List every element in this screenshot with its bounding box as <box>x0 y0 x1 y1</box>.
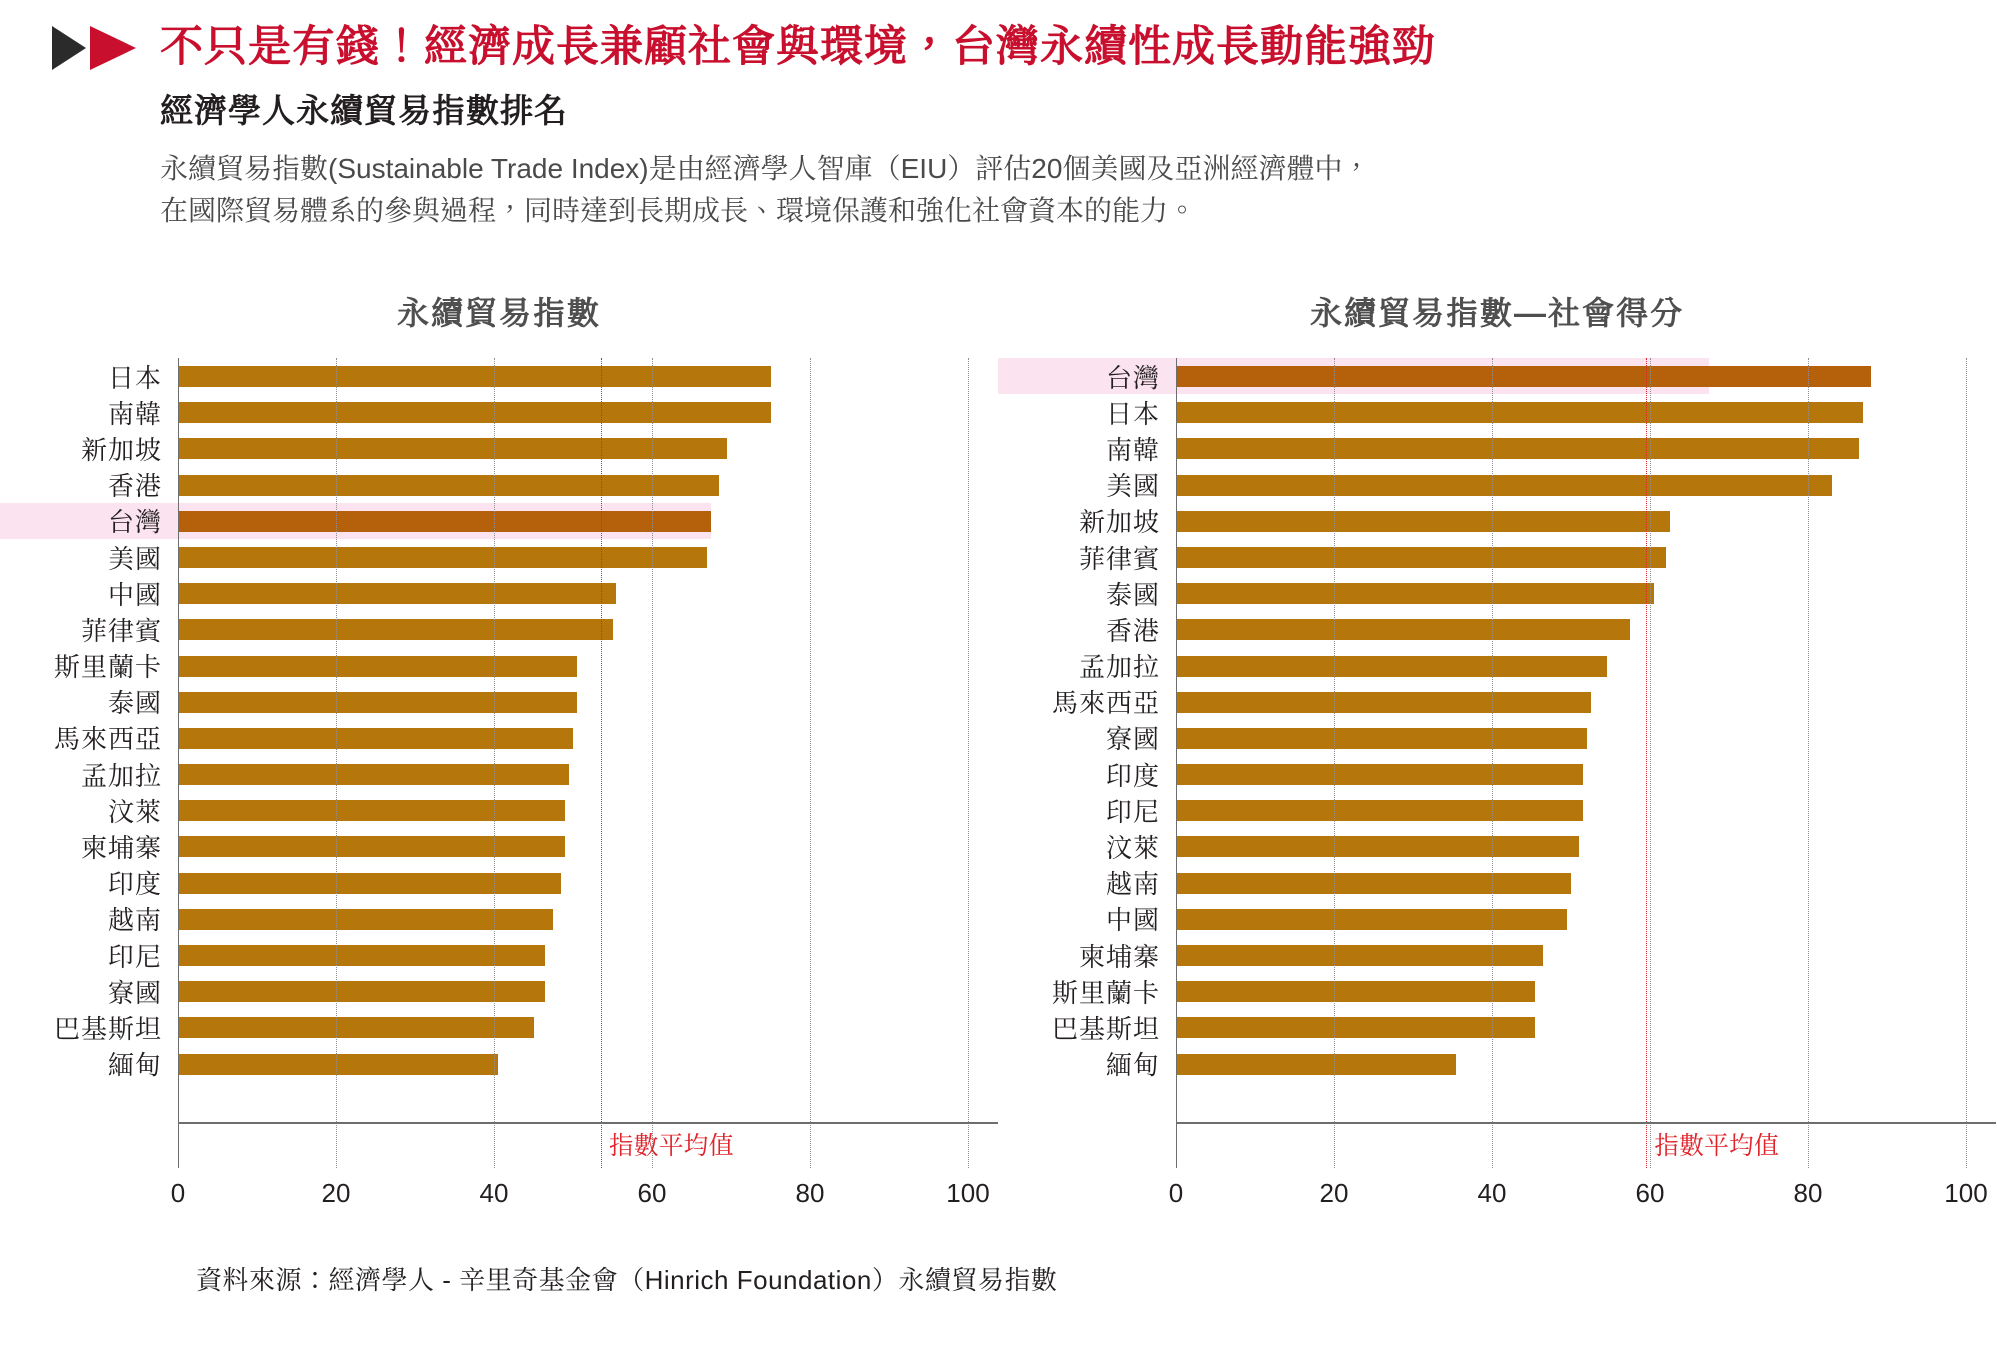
page-headline: 不只是有錢！經濟成長兼顧社會與環境，台灣永續性成長動能強勁 <box>160 23 1436 71</box>
bar-track <box>178 503 711 539</box>
bar-label: 美國 <box>107 543 162 574</box>
bar-label: 菲律賓 <box>80 615 162 646</box>
x-axis <box>1168 1168 1996 1218</box>
bar-track <box>1176 611 1996 647</box>
bar <box>1176 511 1670 532</box>
bar-label: 印度 <box>107 869 162 900</box>
bar <box>178 1054 498 1075</box>
x-axis-line <box>1176 1122 1996 1124</box>
bar-label: 日本 <box>1105 398 1160 429</box>
average-line-label: 指數平均值 <box>1654 1132 1780 1160</box>
bar-track <box>178 575 998 611</box>
charts-container <box>0 288 1997 1218</box>
bar-track <box>1176 828 1996 864</box>
bar-row <box>0 720 998 756</box>
bar-row <box>998 430 1996 466</box>
bar-row <box>998 503 1996 539</box>
bar-row <box>0 430 998 466</box>
bar <box>178 800 565 821</box>
bar-track <box>178 1046 998 1082</box>
bar-label: 泰國 <box>1105 579 1160 610</box>
bar <box>178 511 711 532</box>
bar-track <box>1176 575 1996 611</box>
bar-row <box>998 539 1996 575</box>
bar <box>1176 438 1859 459</box>
bar <box>178 728 573 749</box>
bar-row <box>998 792 1996 828</box>
bar-label: 香港 <box>107 471 162 502</box>
bar-track <box>1176 756 1996 792</box>
bar-track <box>1176 430 1996 466</box>
bar <box>1176 800 1583 821</box>
bar-label: 日本 <box>107 362 162 393</box>
bar-label: 汶萊 <box>1105 833 1160 864</box>
x-tick-label: 80 <box>795 1178 825 1208</box>
bar <box>178 475 719 496</box>
bar <box>1176 764 1583 785</box>
bar-row <box>998 937 1996 973</box>
page-lede <box>160 148 1720 232</box>
bar-row <box>0 503 711 539</box>
bar <box>178 1017 534 1038</box>
bar-label: 緬甸 <box>1105 1050 1160 1081</box>
bar-label: 南韓 <box>1105 434 1160 465</box>
bar <box>1176 873 1571 894</box>
bar-track <box>1176 394 1996 430</box>
plot-area <box>998 358 1996 1168</box>
bar-track <box>178 1009 998 1045</box>
bar-track <box>1176 937 1996 973</box>
x-tick-label: 20 <box>321 1178 351 1208</box>
bar <box>178 836 565 857</box>
bar-label: 中國 <box>107 579 162 610</box>
bar-track <box>1176 539 1996 575</box>
bar-track <box>1176 648 1996 684</box>
source-note: 資料來源：經濟學人 - 辛里奇基金會（Hinrich Foundation）永續貿易指數 <box>196 1265 1058 1295</box>
bar <box>1176 366 1871 387</box>
bar <box>1176 909 1567 930</box>
lede-line-2: 在國際貿易體系的參與過程，同時達到長期成長、環境保護和強化社會資本的能力。 <box>160 195 1197 227</box>
x-tick-label: 0 <box>1168 1178 1184 1208</box>
bar <box>178 402 771 423</box>
bar-label: 香港 <box>1105 615 1160 646</box>
bar-row <box>998 684 1996 720</box>
x-tick-label: 40 <box>479 1178 509 1208</box>
bar-row <box>998 720 1996 756</box>
bar-track <box>178 865 998 901</box>
x-tick-label: 20 <box>1319 1178 1349 1208</box>
bar-track <box>178 539 998 575</box>
bar-label: 馬來西亞 <box>53 724 162 755</box>
bar-row <box>0 539 998 575</box>
bar-row <box>998 1046 1996 1082</box>
x-tick-label: 40 <box>1477 1178 1507 1208</box>
bar-label: 柬埔寨 <box>1078 941 1160 972</box>
bar-track <box>1176 503 1996 539</box>
lede-line-1: 永續貿易指數(Sustainable Trade Index)是由經濟學人智庫（EIU）評估20個美國及亞洲經濟體中， <box>160 153 1371 185</box>
bar <box>1176 728 1587 749</box>
bar-label: 汶萊 <box>107 796 162 827</box>
bar-track <box>1176 358 1709 394</box>
bar-row <box>0 1009 998 1045</box>
bar <box>178 366 771 387</box>
headline-row <box>0 0 1997 71</box>
bar-row <box>998 828 1996 864</box>
bar <box>178 438 727 459</box>
bar <box>1176 836 1579 857</box>
x-tick-label: 60 <box>637 1178 667 1208</box>
chart-sustainable-trade-index <box>0 288 998 1218</box>
bar-row <box>0 901 998 937</box>
bar-rows <box>998 358 1996 1168</box>
bar <box>178 945 545 966</box>
bar-label: 新加坡 <box>80 434 162 465</box>
bar-label: 台灣 <box>1105 362 1160 393</box>
bar <box>178 909 553 930</box>
bar-track <box>1176 1009 1996 1045</box>
bar-label: 巴基斯坦 <box>53 1013 162 1044</box>
bar-track <box>178 792 998 828</box>
bar-row <box>0 684 998 720</box>
double-arrow-icon <box>52 26 146 70</box>
bar-row <box>998 901 1996 937</box>
x-tick-label: 0 <box>170 1178 186 1208</box>
bar-row <box>998 1009 1996 1045</box>
x-axis-line <box>178 1122 998 1124</box>
bar-row <box>0 1046 998 1082</box>
bar-row <box>998 973 1996 1009</box>
bar <box>1176 1017 1535 1038</box>
bar-track <box>178 648 998 684</box>
bar-track <box>1176 792 1996 828</box>
bar-label: 寮國 <box>107 977 162 1008</box>
bar-track <box>1176 720 1996 756</box>
chart-sustainable-trade-index-social <box>998 288 1996 1218</box>
bar <box>178 873 561 894</box>
bar-label: 印尼 <box>107 941 162 972</box>
bar-track <box>178 467 998 503</box>
bar-track <box>178 937 998 973</box>
bar-row <box>0 973 998 1009</box>
bar <box>1176 475 1832 496</box>
bar-row <box>0 611 998 647</box>
bar-row <box>0 756 998 792</box>
bar-track <box>178 430 998 466</box>
bar-rows <box>0 358 998 1168</box>
bar-row <box>0 792 998 828</box>
bar-track <box>1176 865 1996 901</box>
bar-label: 菲律賓 <box>1078 543 1160 574</box>
bar-track <box>1176 467 1996 503</box>
bar-track <box>178 901 998 937</box>
x-tick-label: 60 <box>1635 1178 1665 1208</box>
bar-track <box>178 973 998 1009</box>
bar-track <box>178 611 998 647</box>
bar-row <box>0 358 998 394</box>
bar-label: 斯里蘭卡 <box>1051 977 1160 1008</box>
bar <box>1176 981 1535 1002</box>
x-axis <box>170 1168 998 1218</box>
bar-label: 美國 <box>1105 471 1160 502</box>
bar <box>1176 619 1630 640</box>
bar-label: 中國 <box>1105 905 1160 936</box>
bar <box>178 692 577 713</box>
bar-row <box>998 358 1709 394</box>
bar-label: 越南 <box>1105 869 1160 900</box>
bar <box>1176 402 1863 423</box>
bar-label: 斯里蘭卡 <box>53 652 162 683</box>
bar-label: 緬甸 <box>107 1050 162 1081</box>
bar-row <box>998 394 1996 430</box>
bar-track <box>1176 684 1996 720</box>
chart-title: 永續貿易指數—社會得分 <box>1309 295 1684 331</box>
bar-label: 新加坡 <box>1078 507 1160 538</box>
bar <box>1176 692 1591 713</box>
bar-track <box>178 720 998 756</box>
bar-label: 南韓 <box>107 398 162 429</box>
bar <box>1176 656 1607 677</box>
bar-label: 柬埔寨 <box>80 833 162 864</box>
bar-label: 孟加拉 <box>1078 652 1160 683</box>
bar-label: 印尼 <box>1105 796 1160 827</box>
bar-track <box>178 828 998 864</box>
bar <box>1176 1054 1456 1075</box>
x-tick-label: 100 <box>946 1178 990 1208</box>
bar-label: 馬來西亞 <box>1051 688 1160 719</box>
bar-label: 巴基斯坦 <box>1051 1013 1160 1044</box>
header <box>0 0 1997 232</box>
average-line-label: 指數平均值 <box>608 1132 734 1160</box>
bar-track <box>1176 1046 1996 1082</box>
bar-row <box>0 394 998 430</box>
bar-row <box>998 865 1996 901</box>
bar-track <box>178 394 998 430</box>
bar-label: 印度 <box>1105 760 1160 791</box>
bar-track <box>178 358 998 394</box>
bar-track <box>178 756 998 792</box>
bar <box>1176 945 1543 966</box>
x-tick-label: 100 <box>1944 1178 1988 1208</box>
bar-track <box>1176 973 1996 1009</box>
bar-row <box>998 575 1996 611</box>
page-subhead: 經濟學人永續貿易指數排名 <box>160 92 568 130</box>
bar-row <box>998 611 1996 647</box>
bar-row <box>0 828 998 864</box>
bar-row <box>998 467 1996 503</box>
bar <box>178 981 545 1002</box>
bar-label: 越南 <box>107 905 162 936</box>
bar <box>178 656 577 677</box>
bar-label: 台灣 <box>107 507 162 538</box>
bar <box>1176 583 1654 604</box>
bar <box>1176 547 1666 568</box>
bar-track <box>1176 901 1996 937</box>
bar-row <box>998 648 1996 684</box>
bar <box>178 583 616 604</box>
x-tick-label: 80 <box>1793 1178 1823 1208</box>
chart-title: 永續貿易指數 <box>396 295 601 331</box>
bar-row <box>0 865 998 901</box>
bar-row <box>0 467 998 503</box>
bar-label: 孟加拉 <box>80 760 162 791</box>
bar-row <box>998 756 1996 792</box>
bar-track <box>178 684 998 720</box>
bar-label: 泰國 <box>107 688 162 719</box>
bar <box>178 764 569 785</box>
bar <box>178 619 613 640</box>
bar-row <box>0 937 998 973</box>
bar-label: 寮國 <box>1105 724 1160 755</box>
bar-row <box>0 648 998 684</box>
plot-area <box>0 358 998 1168</box>
bar-row <box>0 575 998 611</box>
bar <box>178 547 707 568</box>
